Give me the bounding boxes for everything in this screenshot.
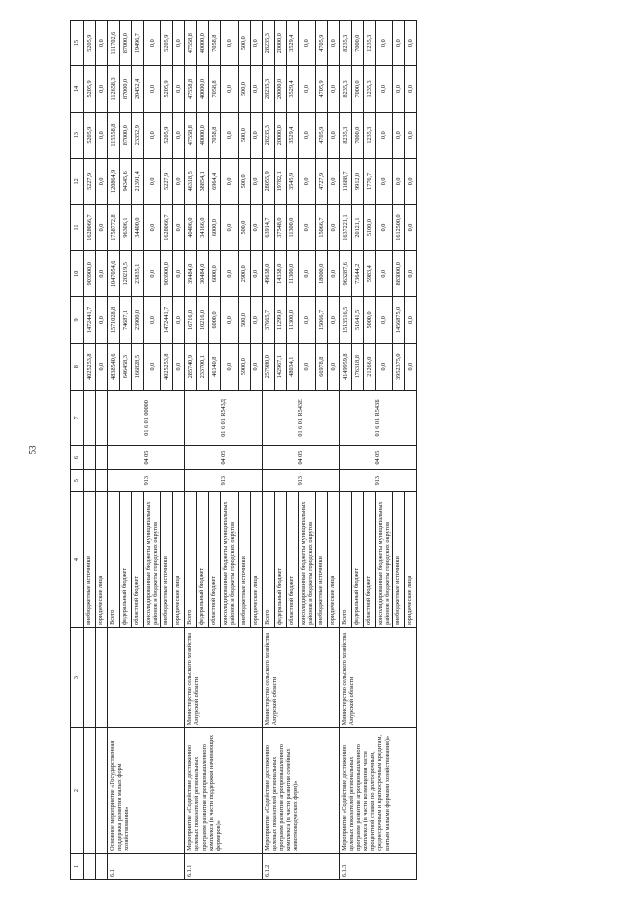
value-cell: 0,0 [393,66,405,112]
rotated-page [70,20,610,880]
value-cell: 5205,9 [161,66,173,112]
value-cell: 0,0 [96,158,108,204]
item-name-cell: Мероприятие «Содействие достижению целевых показателей региональных программ развития агропромышленного комплекса (в части развития семейных животноводческих ферм)» [262,728,339,854]
value-cell: 0,0 [96,204,108,250]
value-cell: 7058,8 [209,112,221,158]
value-cell: 1612500,0 [393,204,405,250]
value-cell: 0,0 [144,21,161,66]
section-code-cell: 04 05 [262,446,339,470]
column-header: 3 [71,627,84,727]
value-cell: 3529,4 [286,66,298,112]
executor-cell: Министерство сельского хозяйства Амурской области [262,627,339,727]
value-cell: 40406,0 [185,204,197,250]
value-cell: 176318,8 [351,343,363,390]
value-cell: 0,0 [173,112,185,158]
value-cell: 40000,0 [197,112,209,158]
value-cell: 15066,7 [315,204,327,250]
column-header: 11 [71,204,84,250]
section-code-cell: 04 05 [108,446,185,470]
table-row [84,21,96,880]
value-cell: 903900,0 [84,251,96,297]
value-cell: 257980,0 [262,343,274,390]
value-cell: 46140,8 [209,343,221,390]
value-cell: 51641,5 [351,297,363,343]
value-cell: 0,0 [173,21,185,66]
value-cell: 14338,0 [274,251,286,297]
value-cell: 0,0 [173,158,185,204]
value-cell: 4705,9 [315,66,327,112]
funding-source-cell: областной бюджет [363,492,375,628]
value-cell: 47558,8 [185,66,197,112]
value-cell: 0,0 [327,66,339,112]
value-cell: 0,0 [250,251,262,297]
value-cell: 87000,0 [120,21,132,66]
value-cell: 87000,0 [120,66,132,112]
empty-cell [96,853,108,879]
value-cell: 0,0 [250,204,262,250]
value-cell: 1628066,7 [161,204,173,250]
column-header: 15 [71,21,84,66]
value-cell: 1776,7 [363,158,375,204]
value-cell: 28235,3 [262,66,274,112]
column-header: 1 [71,853,84,879]
value-cell: 4025253,8 [84,343,96,390]
value-cell: 0,0 [173,343,185,390]
executor-cell: Министерство сельского хозяйства Амурской области [185,627,262,727]
value-cell: 34166,0 [197,204,209,250]
value-cell: 0,0 [250,112,262,158]
value-cell: 112658,3 [108,66,120,112]
value-cell: 46318,5 [185,158,197,204]
funding-source-cell: областной бюджет [209,492,221,628]
value-cell: 5205,9 [161,21,173,66]
value-cell: 94345,6 [120,158,132,204]
table-row [185,21,197,880]
empty-cell [96,390,108,445]
value-cell: 5205,9 [84,66,96,112]
value-cell: 5205,9 [84,112,96,158]
column-header: 6 [71,446,84,470]
value-cell: 7058,8 [209,66,221,112]
value-cell: 500,0 [238,297,250,343]
value-cell: 4025253,8 [161,343,173,390]
value-cell: 8235,3 [339,112,351,158]
value-cell: 0,0 [298,343,315,390]
value-cell: 2900,0 [238,251,250,297]
column-header: 2 [71,728,84,854]
section-code-cell: 04 05 [339,446,416,470]
value-cell: 9912,0 [351,158,363,204]
value-cell: 4727,9 [315,158,327,204]
value-cell: 21266,0 [363,343,375,390]
value-cell: 120219,5 [120,251,132,297]
funding-source-cell: внебюджетные источники [238,492,250,628]
value-cell: 115558,8 [108,112,120,158]
funding-source-cell: Всего [339,492,351,628]
value-cell: 646458,3 [120,343,132,390]
value-cell: 0,0 [405,112,417,158]
value-cell: 10216,0 [197,297,209,343]
value-cell: 0,0 [375,158,392,204]
value-cell: 5227,9 [161,158,173,204]
empty-cell [96,627,108,727]
value-cell: 0,0 [144,158,161,204]
value-cell: 0,0 [144,204,161,250]
value-cell: 1472441,7 [84,297,96,343]
value-cell: 233700,1 [197,343,209,390]
column-header: 14 [71,66,84,112]
table-row [262,21,274,880]
value-cell: 0,0 [375,297,392,343]
value-cell: 5205,9 [161,112,173,158]
value-cell: 0,0 [298,297,315,343]
value-cell: 37665,7 [262,297,274,343]
value-cell: 3952375,0 [393,343,405,390]
value-cell: 0,0 [393,158,405,204]
value-cell: 0,0 [250,343,262,390]
value-cell: 19782,1 [274,158,286,204]
value-cell: 5000,0 [363,297,375,343]
grbs-code-cell: 913 [185,470,262,492]
grbs-code-cell: 913 [262,470,339,492]
value-cell: 0,0 [375,343,392,390]
value-cell: 1628066,7 [84,204,96,250]
value-cell: 40000,0 [197,21,209,66]
funding-source-cell: юридические лица [173,492,185,628]
value-cell: 3529,4 [286,21,298,66]
value-cell: 23835,1 [132,251,144,297]
empty-cell [84,728,96,854]
value-cell: 23900,0 [132,297,144,343]
funding-source-cell: федеральный бюджет [197,492,209,628]
value-cell: 47558,8 [185,21,197,66]
value-cell: 48034,1 [286,343,298,390]
funding-source-cell: консолидированные бюджеты муниципальных районов и бюджеты городских округов [298,492,315,628]
value-cell: 1047054,6 [108,251,120,297]
value-cell: 0,0 [375,21,392,66]
column-header: 8 [71,343,84,390]
value-cell: 0,0 [250,66,262,112]
funding-source-cell: Всего [262,492,274,628]
value-cell: 0,0 [393,21,405,66]
value-cell: 142967,1 [274,343,286,390]
value-cell: 0,0 [298,251,315,297]
column-header: 10 [71,251,84,297]
funding-source-cell: внебюджетные источники [393,492,405,628]
funding-source-cell: юридические лица [327,492,339,628]
item-number-cell: 6.1.3 [339,853,416,879]
empty-cell [96,446,108,470]
executor-cell: Министерство сельского хозяйства Амурской области [339,627,416,727]
value-cell: 500,0 [238,158,250,204]
value-cell: 0,0 [96,66,108,112]
budget-table [70,20,417,880]
column-header: 13 [71,112,84,158]
value-cell: 5205,9 [84,21,96,66]
empty-cell [84,446,96,470]
value-cell: 47558,8 [185,112,197,158]
value-cell: 963287,6 [339,251,351,297]
value-cell: 3545,9 [286,158,298,204]
item-name-cell: Мероприятие «Содействие достижению целевых показателей региональных программ развития агропромышленного комплекса (в части возмещения части процентной ставки по долгосрочным, среднесрочным и краткосрочным кредитам, взятым малыми формами хозяйствования)» [339,728,416,854]
value-cell: 0,0 [221,251,238,297]
value-cell: 11688,7 [339,158,351,204]
value-cell: 0,0 [96,21,108,66]
value-cell: 883000,0 [393,251,405,297]
empty-cell [84,470,96,492]
item-number-cell: 6.1.1 [185,853,262,879]
value-cell: 28235,3 [262,112,274,158]
item-number-cell: 6.1.2 [262,853,339,879]
value-cell: 0,0 [327,297,339,343]
value-cell: 903900,0 [161,251,173,297]
value-cell: 0,0 [375,204,392,250]
value-cell: 11300,0 [286,251,298,297]
value-cell: 0,0 [405,204,417,250]
value-cell: 1235,3 [363,21,375,66]
value-cell: 0,0 [96,251,108,297]
grbs-code-cell: 913 [108,470,185,492]
funding-source-cell: консолидированные бюджеты муниципальных районов и бюджеты городских округов [375,492,392,628]
target-article-cell: 01 6 01 R543Б [339,390,416,445]
item-name-cell: Основное мероприятие «Государственная поддержка развития малых форм хозяйствования» [108,728,185,854]
page-number: 53 [27,445,38,455]
value-cell: 7058,8 [209,21,221,66]
value-cell: 0,0 [327,112,339,158]
value-cell: 0,0 [221,158,238,204]
value-cell: 20121,1 [351,204,363,250]
value-cell: 5227,9 [84,158,96,204]
value-cell: 500,0 [238,204,250,250]
value-cell: 4705,9 [315,21,327,66]
value-cell: 1456875,0 [393,297,405,343]
value-cell: 0,0 [393,112,405,158]
value-cell: 5100,0 [363,204,375,250]
funding-source-cell: юридические лица [250,492,262,628]
value-cell: 0,0 [298,204,315,250]
value-cell: 0,0 [221,66,238,112]
value-cell: 21391,4 [132,158,144,204]
empty-cell [84,627,96,727]
value-cell: 0,0 [173,66,185,112]
value-cell: 7000,0 [351,66,363,112]
value-cell: 1571028,8 [108,297,120,343]
value-cell: 8235,3 [339,21,351,66]
table-row [96,21,108,880]
value-cell: 7000,0 [351,21,363,66]
value-cell: 4149959,8 [339,343,351,390]
empty-cell [96,470,108,492]
header-row [71,21,84,880]
value-cell: 20000,0 [274,21,286,66]
value-cell: 3529,4 [286,112,298,158]
funding-source-cell: федеральный бюджет [351,492,363,628]
section-code-cell: 04 05 [185,446,262,470]
target-article-cell: 01 6 01 00000 [108,390,185,445]
value-cell: 38854,1 [197,158,209,204]
value-cell: 37548,0 [274,204,286,250]
value-cell: 20452,4 [132,66,144,112]
value-cell: 16716,0 [185,297,197,343]
value-cell: 0,0 [298,112,315,158]
value-cell: 0,0 [405,343,417,390]
value-cell: 8235,3 [339,66,351,112]
value-cell: 0,0 [221,112,238,158]
value-cell: 0,0 [144,343,161,390]
value-cell: 30484,0 [197,251,209,297]
value-cell: 285740,9 [185,343,197,390]
funding-source-cell: консолидированные бюджеты муниципальных районов и бюджеты городских округов [144,492,161,628]
value-cell: 0,0 [221,204,238,250]
value-cell: 20000,0 [274,112,286,158]
value-cell: 15066,7 [315,297,327,343]
value-cell: 1637221,1 [339,204,351,250]
value-cell: 4838540,6 [108,343,120,390]
value-cell: 19496,7 [132,21,144,66]
value-cell: 0,0 [221,21,238,66]
value-cell: 6000,0 [209,297,221,343]
value-cell: 5983,4 [363,251,375,297]
value-cell: 11300,0 [286,297,298,343]
value-cell: 500,0 [238,21,250,66]
value-cell: 1758772,8 [108,204,120,250]
value-cell: 20000,0 [274,66,286,112]
value-cell: 0,0 [96,343,108,390]
value-cell: 66978,8 [315,343,327,390]
value-cell: 7000,0 [351,112,363,158]
value-cell: 0,0 [221,343,238,390]
value-cell: 0,0 [405,66,417,112]
value-cell: 120864,9 [108,158,120,204]
value-cell: 0,0 [298,21,315,66]
value-cell: 74687,1 [120,297,132,343]
value-cell: 0,0 [298,66,315,112]
value-cell: 0,0 [298,158,315,204]
value-cell: 0,0 [405,297,417,343]
executor-cell [108,627,185,727]
value-cell: 23352,9 [132,112,144,158]
value-cell: 111702,6 [108,21,120,66]
funding-source-cell: федеральный бюджет [274,492,286,628]
value-cell: 96306,1 [120,204,132,250]
column-header: 12 [71,158,84,204]
value-cell: 0,0 [327,158,339,204]
value-cell: 500,0 [238,66,250,112]
value-cell: 63914,7 [262,204,274,250]
column-header: 7 [71,390,84,445]
funding-source-cell: Всего [185,492,197,628]
value-cell: 49638,0 [262,251,274,297]
value-cell: 0,0 [375,66,392,112]
empty-cell [96,728,108,854]
funding-source-cell: юридические лица [96,492,108,628]
value-cell: 0,0 [173,251,185,297]
funding-source-cell: внебюджетные источники [161,492,173,628]
value-cell: 11300,0 [286,204,298,250]
value-cell: 0,0 [327,251,339,297]
value-cell: 0,0 [327,204,339,250]
funding-source-cell: юридические лица [405,492,417,628]
value-cell: 0,0 [250,21,262,66]
value-cell: 1235,3 [363,112,375,158]
value-cell: 1472441,7 [161,297,173,343]
item-number-cell: 6.1 [108,853,185,879]
value-cell: 500,0 [238,112,250,158]
table-body [84,21,417,880]
funding-source-cell: внебюджетные источники [315,492,327,628]
table-row [108,21,120,880]
funding-source-cell: Всего [108,492,120,628]
value-cell: 0,0 [327,343,339,390]
target-article-cell: 01 6 01 R543Д [185,390,262,445]
funding-source-cell: областной бюджет [286,492,298,628]
value-cell: 0,0 [327,21,339,66]
value-cell: 28235,3 [262,21,274,66]
value-cell: 1235,3 [363,66,375,112]
value-cell: 11299,0 [274,297,286,343]
item-name-cell: Мероприятие «Содействие достижению целевых показателей региональных программ развития агропромышленного комплекса (в части поддержки начинающих фермеров)» [185,728,262,854]
target-article-cell: 01 6 01 R543Е [262,390,339,445]
value-cell: 0,0 [405,21,417,66]
value-cell: 87000,0 [120,112,132,158]
funding-source-cell: консолидированные бюджеты муниципальных районов и бюджеты городских округов [221,492,238,628]
value-cell: 0,0 [144,66,161,112]
value-cell: 6964,4 [209,158,221,204]
table-row [339,21,351,880]
value-cell: 0,0 [173,204,185,250]
value-cell: 0,0 [173,297,185,343]
value-cell: 28055,9 [262,158,274,204]
value-cell: 0,0 [144,297,161,343]
column-header: 5 [71,470,84,492]
value-cell: 0,0 [96,297,108,343]
value-cell: 0,0 [144,251,161,297]
value-cell: 4705,9 [315,112,327,158]
column-header: 9 [71,297,84,343]
value-cell: 0,0 [96,112,108,158]
value-cell: 0,0 [405,251,417,297]
value-cell: 18000,0 [315,251,327,297]
value-cell: 0,0 [375,251,392,297]
value-cell: 6000,0 [209,204,221,250]
value-cell: 0,0 [250,158,262,204]
value-cell: 0,0 [221,297,238,343]
funding-source-cell: областной бюджет [132,492,144,628]
value-cell: 0,0 [250,297,262,343]
value-cell: 0,0 [144,112,161,158]
value-cell: 34400,0 [132,204,144,250]
funding-source-cell: внебюджетные источники [84,492,96,628]
empty-cell [84,853,96,879]
empty-cell [84,390,96,445]
value-cell: 0,0 [405,158,417,204]
column-header: 4 [71,492,84,628]
value-cell: 166828,5 [132,343,144,390]
value-cell: 40000,0 [197,66,209,112]
value-cell: 0,0 [375,112,392,158]
value-cell: 73644,2 [351,251,363,297]
value-cell: 6000,0 [209,251,221,297]
value-cell: 39484,0 [185,251,197,297]
value-cell: 1513516,5 [339,297,351,343]
funding-source-cell: федеральный бюджет [120,492,132,628]
grbs-code-cell: 913 [339,470,416,492]
value-cell: 5900,0 [238,343,250,390]
